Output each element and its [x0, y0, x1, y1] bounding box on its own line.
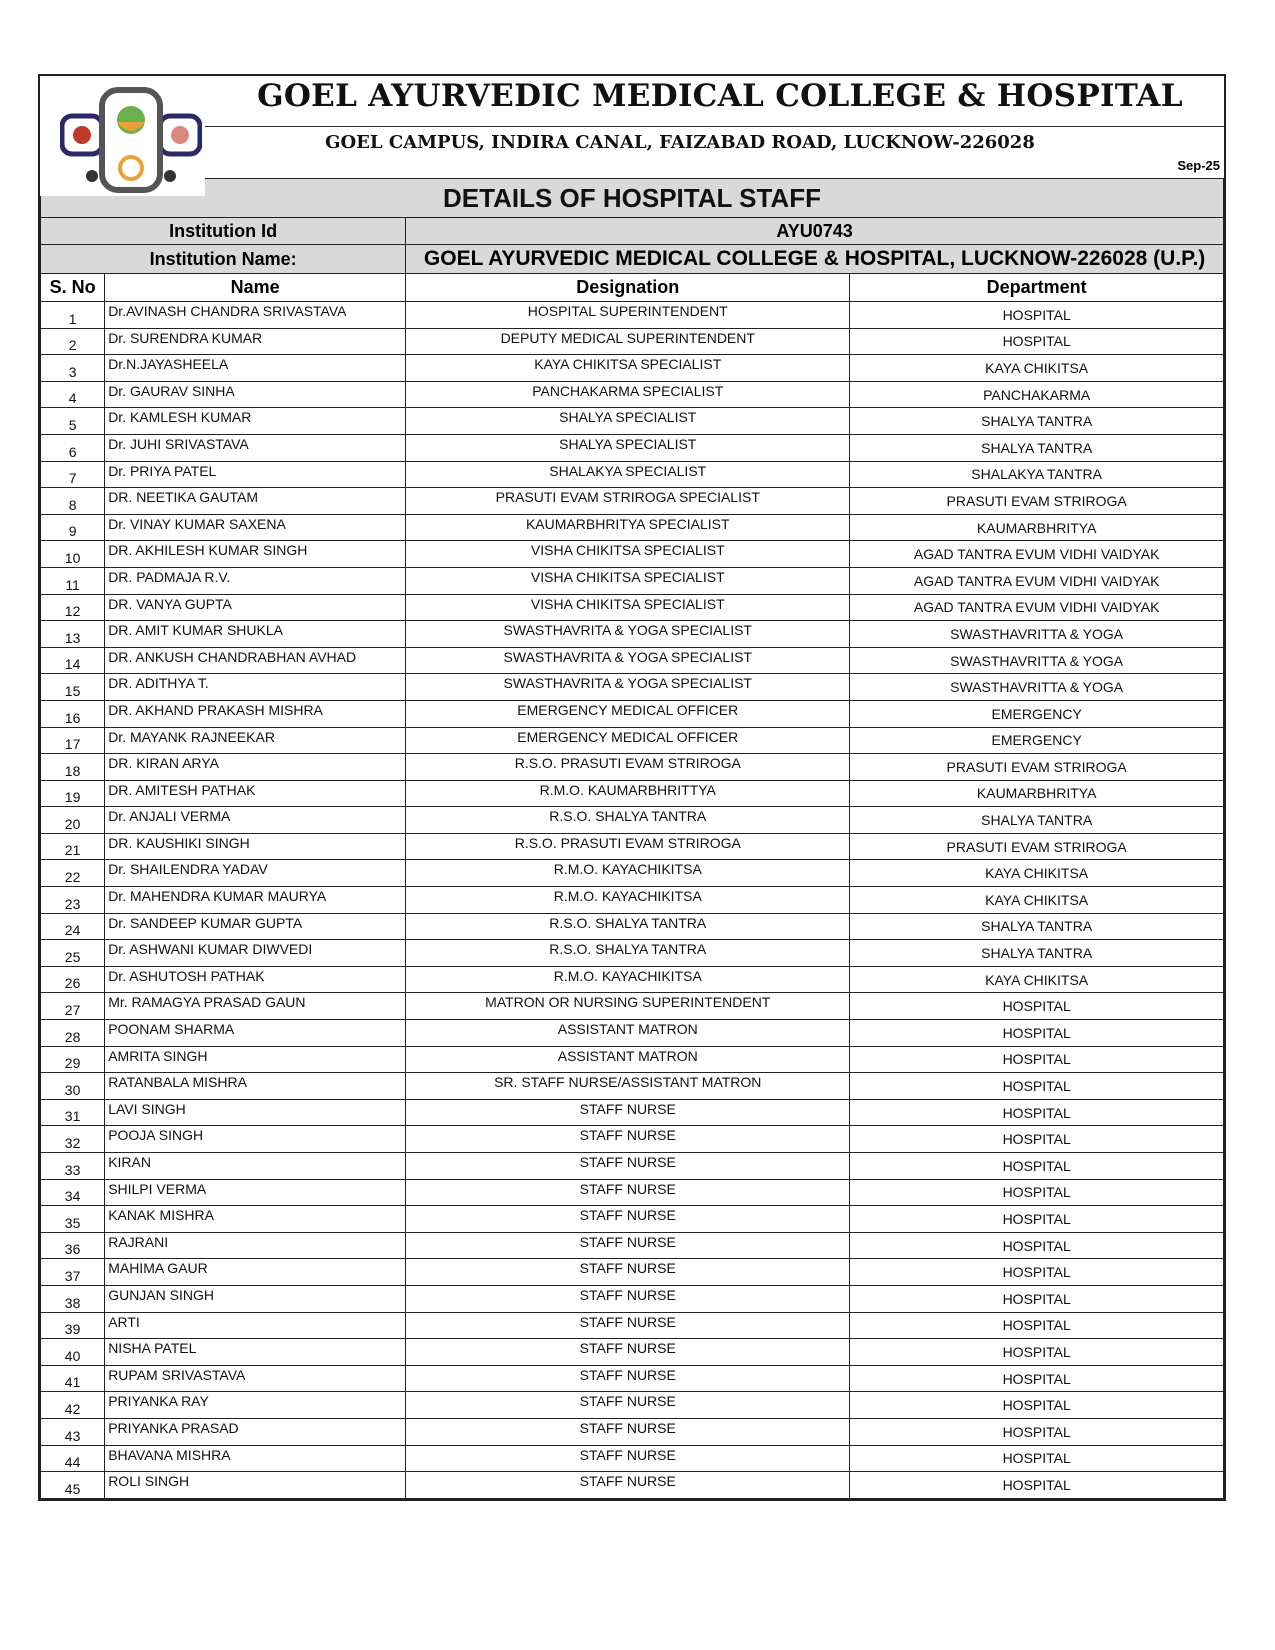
staff-name: Dr. ANJALI VERMA — [105, 807, 406, 834]
table-row — [41, 754, 1224, 781]
staff-table — [40, 178, 1224, 1499]
staff-department: HOSPITAL — [850, 1259, 1224, 1286]
staff-name: Mr. RAMAGYA PRASAD GAUN — [105, 993, 406, 1020]
staff-department: HOSPITAL — [850, 1020, 1224, 1047]
staff-name: Dr.N.JAYASHEELA — [105, 355, 406, 382]
staff-department: HOSPITAL — [850, 1365, 1224, 1392]
staff-department: SWASTHAVRITTA & YOGA — [850, 621, 1224, 648]
staff-designation: SR. STAFF NURSE/ASSISTANT MATRON — [406, 1073, 850, 1100]
staff-sno: 19 — [41, 780, 105, 807]
staff-sno: 36 — [41, 1232, 105, 1259]
staff-sno: 13 — [41, 621, 105, 648]
staff-name: RAJRANI — [105, 1232, 406, 1259]
staff-name: Dr. SHAILENDRA YADAV — [105, 860, 406, 887]
header-divider — [205, 126, 1224, 127]
table-row — [41, 887, 1224, 914]
staff-sno: 14 — [41, 647, 105, 674]
staff-department: HOSPITAL — [850, 302, 1224, 329]
table-row — [41, 1312, 1224, 1339]
table-row — [41, 1153, 1224, 1180]
staff-sno: 5 — [41, 408, 105, 435]
staff-designation: SHALYA SPECIALIST — [406, 434, 850, 461]
staff-sno: 24 — [41, 913, 105, 940]
table-row — [41, 488, 1224, 515]
staff-designation: STAFF NURSE — [406, 1445, 850, 1472]
staff-designation: HOSPITAL SUPERINTENDENT — [406, 302, 850, 329]
table-row — [41, 780, 1224, 807]
staff-name: PRIYANKA PRASAD — [105, 1418, 406, 1445]
staff-designation: STAFF NURSE — [406, 1312, 850, 1339]
staff-department: HOSPITAL — [850, 328, 1224, 355]
table-row — [41, 1339, 1224, 1366]
table-row — [41, 514, 1224, 541]
staff-designation: STAFF NURSE — [406, 1339, 850, 1366]
institution-name-label: Institution Name: — [41, 245, 406, 274]
staff-sno: 30 — [41, 1073, 105, 1100]
staff-designation: STAFF NURSE — [406, 1206, 850, 1233]
staff-department: HOSPITAL — [850, 1046, 1224, 1073]
staff-sno: 40 — [41, 1339, 105, 1366]
staff-name: Dr. MAHENDRA KUMAR MAURYA — [105, 887, 406, 914]
table-row — [41, 1073, 1224, 1100]
staff-name: DR. ADITHYA T. — [105, 674, 406, 701]
letterhead — [40, 76, 1224, 178]
institution-name-value: GOEL AYURVEDIC MEDICAL COLLEGE & HOSPITAL, LUCKNOW-226028 (U.P.) — [406, 245, 1224, 274]
staff-sheet — [38, 74, 1226, 1501]
staff-name: Dr. MAYANK RAJNEEKAR — [105, 727, 406, 754]
table-row — [41, 408, 1224, 435]
staff-name: DR. ANKUSH CHANDRABHAN AVHAD — [105, 647, 406, 674]
staff-department: HOSPITAL — [850, 1126, 1224, 1153]
table-row — [41, 434, 1224, 461]
table-row — [41, 727, 1224, 754]
staff-department: KAYA CHIKITSA — [850, 860, 1224, 887]
staff-department: SWASTHAVRITTA & YOGA — [850, 647, 1224, 674]
staff-designation: KAUMARBHRITYA SPECIALIST — [406, 514, 850, 541]
column-header-row — [41, 274, 1224, 302]
staff-name: PRIYANKA RAY — [105, 1392, 406, 1419]
staff-name: DR. KIRAN ARYA — [105, 754, 406, 781]
table-row — [41, 674, 1224, 701]
column-header-designation: Designation — [406, 274, 850, 302]
staff-designation: DEPUTY MEDICAL SUPERINTENDENT — [406, 328, 850, 355]
staff-name: Dr. PRIYA PATEL — [105, 461, 406, 488]
staff-name: Dr.AVINASH CHANDRA SRIVASTAVA — [105, 302, 406, 329]
table-row — [41, 381, 1224, 408]
table-row — [41, 833, 1224, 860]
staff-name: Dr. ASHUTOSH PATHAK — [105, 966, 406, 993]
staff-designation: R.S.O. PRASUTI EVAM STRIROGA — [406, 754, 850, 781]
staff-designation: EMERGENCY MEDICAL OFFICER — [406, 727, 850, 754]
staff-designation: R.M.O. KAUMARBHRITTYA — [406, 780, 850, 807]
staff-sno: 37 — [41, 1259, 105, 1286]
sheet-title: DETAILS OF HOSPITAL STAFF — [41, 179, 1224, 218]
table-row — [41, 1365, 1224, 1392]
staff-department: HOSPITAL — [850, 1206, 1224, 1233]
staff-sno: 22 — [41, 860, 105, 887]
staff-department: HOSPITAL — [850, 1392, 1224, 1419]
college-title: GOEL AYURVEDIC MEDICAL COLLEGE & HOSPITAL — [257, 78, 1183, 114]
table-row — [41, 1285, 1224, 1312]
table-row — [41, 966, 1224, 993]
institution-name-row — [41, 245, 1224, 274]
staff-sno: 16 — [41, 700, 105, 727]
staff-department: HOSPITAL — [850, 1073, 1224, 1100]
staff-name: POOJA SINGH — [105, 1126, 406, 1153]
staff-designation: R.M.O. KAYACHIKITSA — [406, 966, 850, 993]
staff-designation: KAYA CHIKITSA SPECIALIST — [406, 355, 850, 382]
staff-department: AGAD TANTRA EVUM VIDHI VAIDYAK — [850, 541, 1224, 568]
staff-sno: 11 — [41, 567, 105, 594]
staff-designation: MATRON OR NURSING SUPERINTENDENT — [406, 993, 850, 1020]
staff-department: HOSPITAL — [850, 1339, 1224, 1366]
table-row — [41, 807, 1224, 834]
staff-name: Dr. ASHWANI KUMAR DIWVEDI — [105, 940, 406, 967]
table-row — [41, 913, 1224, 940]
staff-designation: STAFF NURSE — [406, 1179, 850, 1206]
staff-designation: STAFF NURSE — [406, 1418, 850, 1445]
staff-designation: VISHA CHIKITSA SPECIALIST — [406, 594, 850, 621]
staff-name: BHAVANA MISHRA — [105, 1445, 406, 1472]
staff-designation: R.S.O. SHALYA TANTRA — [406, 913, 850, 940]
staff-department: KAUMARBHRITYA — [850, 514, 1224, 541]
staff-designation: SWASTHAVRITA & YOGA SPECIALIST — [406, 674, 850, 701]
table-row — [41, 302, 1224, 329]
staff-sno: 26 — [41, 966, 105, 993]
table-row — [41, 1099, 1224, 1126]
staff-sno: 7 — [41, 461, 105, 488]
table-row — [41, 621, 1224, 648]
table-row — [41, 1046, 1224, 1073]
staff-designation: STAFF NURSE — [406, 1472, 850, 1499]
staff-name: DR. AKHILESH KUMAR SINGH — [105, 541, 406, 568]
staff-designation: SHALAKYA SPECIALIST — [406, 461, 850, 488]
staff-sno: 25 — [41, 940, 105, 967]
table-row — [41, 541, 1224, 568]
staff-department: KAYA CHIKITSA — [850, 966, 1224, 993]
staff-sno: 41 — [41, 1365, 105, 1392]
staff-designation: STAFF NURSE — [406, 1126, 850, 1153]
staff-designation: R.M.O. KAYACHIKITSA — [406, 887, 850, 914]
table-row — [41, 355, 1224, 382]
staff-name: DR. AMIT KUMAR SHUKLA — [105, 621, 406, 648]
staff-department: HOSPITAL — [850, 1312, 1224, 1339]
staff-designation: R.S.O. SHALYA TANTRA — [406, 807, 850, 834]
staff-sno: 3 — [41, 355, 105, 382]
staff-name: SHILPI VERMA — [105, 1179, 406, 1206]
staff-sno: 21 — [41, 833, 105, 860]
staff-sno: 15 — [41, 674, 105, 701]
staff-name: POONAM SHARMA — [105, 1020, 406, 1047]
staff-designation: STAFF NURSE — [406, 1232, 850, 1259]
table-row — [41, 1232, 1224, 1259]
staff-sno: 44 — [41, 1445, 105, 1472]
table-row — [41, 461, 1224, 488]
staff-name: Dr. JUHI SRIVASTAVA — [105, 434, 406, 461]
staff-sno: 1 — [41, 302, 105, 329]
staff-department: AGAD TANTRA EVUM VIDHI VAIDYAK — [850, 594, 1224, 621]
staff-designation: STAFF NURSE — [406, 1259, 850, 1286]
table-row — [41, 860, 1224, 887]
staff-department: SHALYA TANTRA — [850, 434, 1224, 461]
column-header-sno: S. No — [41, 274, 105, 302]
table-row — [41, 1206, 1224, 1233]
staff-designation: ASSISTANT MATRON — [406, 1020, 850, 1047]
staff-name: Dr. SANDEEP KUMAR GUPTA — [105, 913, 406, 940]
staff-department: SHALYA TANTRA — [850, 408, 1224, 435]
table-row — [41, 993, 1224, 1020]
staff-designation: ASSISTANT MATRON — [406, 1046, 850, 1073]
table-row — [41, 1179, 1224, 1206]
table-row — [41, 1418, 1224, 1445]
staff-department: HOSPITAL — [850, 1418, 1224, 1445]
staff-sno: 8 — [41, 488, 105, 515]
staff-department: HOSPITAL — [850, 1153, 1224, 1180]
report-date: Sep-25 — [1177, 158, 1220, 173]
column-header-department: Department — [850, 274, 1224, 302]
table-row — [41, 940, 1224, 967]
staff-name: Dr. VINAY KUMAR SAXENA — [105, 514, 406, 541]
staff-department: SHALYA TANTRA — [850, 807, 1224, 834]
table-row — [41, 1259, 1224, 1286]
staff-sno: 2 — [41, 328, 105, 355]
staff-sno: 42 — [41, 1392, 105, 1419]
staff-department: SHALAKYA TANTRA — [850, 461, 1224, 488]
staff-department: SWASTHAVRITTA & YOGA — [850, 674, 1224, 701]
staff-name: RUPAM SRIVASTAVA — [105, 1365, 406, 1392]
staff-sno: 29 — [41, 1046, 105, 1073]
staff-designation: STAFF NURSE — [406, 1153, 850, 1180]
staff-name: RATANBALA MISHRA — [105, 1073, 406, 1100]
staff-sno: 39 — [41, 1312, 105, 1339]
staff-name: AMRITA SINGH — [105, 1046, 406, 1073]
staff-department: HOSPITAL — [850, 1285, 1224, 1312]
table-row — [41, 1445, 1224, 1472]
staff-name: LAVI SINGH — [105, 1099, 406, 1126]
staff-department: EMERGENCY — [850, 700, 1224, 727]
staff-sno: 32 — [41, 1126, 105, 1153]
institution-id-row — [41, 218, 1224, 245]
staff-designation: SHALYA SPECIALIST — [406, 408, 850, 435]
table-row — [41, 567, 1224, 594]
staff-department: KAYA CHIKITSA — [850, 887, 1224, 914]
staff-name: ROLI SINGH — [105, 1472, 406, 1499]
staff-sno: 35 — [41, 1206, 105, 1233]
staff-name: KIRAN — [105, 1153, 406, 1180]
staff-sno: 9 — [41, 514, 105, 541]
staff-department: HOSPITAL — [850, 1445, 1224, 1472]
table-row — [41, 1020, 1224, 1047]
staff-sno: 20 — [41, 807, 105, 834]
staff-name: GUNJAN SINGH — [105, 1285, 406, 1312]
staff-name: DR. AMITESH PATHAK — [105, 780, 406, 807]
staff-designation: STAFF NURSE — [406, 1365, 850, 1392]
staff-name: DR. NEETIKA GAUTAM — [105, 488, 406, 515]
staff-sno: 12 — [41, 594, 105, 621]
staff-department: HOSPITAL — [850, 1472, 1224, 1499]
staff-sno: 33 — [41, 1153, 105, 1180]
staff-designation: SWASTHAVRITA & YOGA SPECIALIST — [406, 621, 850, 648]
staff-sno: 38 — [41, 1285, 105, 1312]
staff-designation: SWASTHAVRITA & YOGA SPECIALIST — [406, 647, 850, 674]
table-row — [41, 1126, 1224, 1153]
staff-sno: 4 — [41, 381, 105, 408]
staff-name: DR. VANYA GUPTA — [105, 594, 406, 621]
staff-designation: VISHA CHIKITSA SPECIALIST — [406, 541, 850, 568]
staff-designation: STAFF NURSE — [406, 1285, 850, 1312]
staff-department: EMERGENCY — [850, 727, 1224, 754]
table-row — [41, 594, 1224, 621]
staff-department: SHALYA TANTRA — [850, 913, 1224, 940]
staff-department: PRASUTI EVAM STRIROGA — [850, 754, 1224, 781]
staff-sno: 27 — [41, 993, 105, 1020]
sheet-title-row — [41, 179, 1224, 218]
staff-sno: 23 — [41, 887, 105, 914]
staff-department: HOSPITAL — [850, 1232, 1224, 1259]
staff-designation: EMERGENCY MEDICAL OFFICER — [406, 700, 850, 727]
college-logo-icon — [60, 84, 202, 199]
staff-sno: 45 — [41, 1472, 105, 1499]
staff-sno: 17 — [41, 727, 105, 754]
staff-name: Dr. GAURAV SINHA — [105, 381, 406, 408]
staff-name: KANAK MISHRA — [105, 1206, 406, 1233]
staff-department: HOSPITAL — [850, 1179, 1224, 1206]
staff-designation: STAFF NURSE — [406, 1392, 850, 1419]
staff-name: MAHIMA GAUR — [105, 1259, 406, 1286]
staff-department: PRASUTI EVAM STRIROGA — [850, 488, 1224, 515]
staff-designation: R.S.O. SHALYA TANTRA — [406, 940, 850, 967]
staff-designation: VISHA CHIKITSA SPECIALIST — [406, 567, 850, 594]
college-address: GOEL CAMPUS, INDIRA CANAL, FAIZABAD ROAD, LUCKNOW-226028 — [325, 132, 1035, 153]
column-header-name: Name — [105, 274, 406, 302]
staff-department: SHALYA TANTRA — [850, 940, 1224, 967]
staff-sno: 6 — [41, 434, 105, 461]
staff-department: PANCHAKARMA — [850, 381, 1224, 408]
staff-designation: STAFF NURSE — [406, 1099, 850, 1126]
staff-sno: 34 — [41, 1179, 105, 1206]
staff-department: AGAD TANTRA EVUM VIDHI VAIDYAK — [850, 567, 1224, 594]
staff-sno: 31 — [41, 1099, 105, 1126]
staff-sno: 43 — [41, 1418, 105, 1445]
staff-designation: PANCHAKARMA SPECIALIST — [406, 381, 850, 408]
institution-id-value: AYU0743 — [406, 218, 1224, 245]
staff-sno: 28 — [41, 1020, 105, 1047]
staff-name: Dr. KAMLESH KUMAR — [105, 408, 406, 435]
staff-name: DR. KAUSHIKI SINGH — [105, 833, 406, 860]
staff-department: HOSPITAL — [850, 1099, 1224, 1126]
table-row — [41, 647, 1224, 674]
staff-name: DR. AKHAND PRAKASH MISHRA — [105, 700, 406, 727]
staff-department: HOSPITAL — [850, 993, 1224, 1020]
table-row — [41, 1392, 1224, 1419]
staff-name: Dr. SURENDRA KUMAR — [105, 328, 406, 355]
institution-id-label: Institution Id — [41, 218, 406, 245]
staff-name: ARTI — [105, 1312, 406, 1339]
table-row — [41, 700, 1224, 727]
staff-department: KAUMARBHRITYA — [850, 780, 1224, 807]
logo-area — [40, 76, 205, 196]
staff-department: KAYA CHIKITSA — [850, 355, 1224, 382]
staff-name: DR. PADMAJA R.V. — [105, 567, 406, 594]
staff-designation: R.S.O. PRASUTI EVAM STRIROGA — [406, 833, 850, 860]
table-row — [41, 328, 1224, 355]
staff-name: NISHA PATEL — [105, 1339, 406, 1366]
staff-sno: 18 — [41, 754, 105, 781]
staff-sno: 10 — [41, 541, 105, 568]
staff-designation: R.M.O. KAYACHIKITSA — [406, 860, 850, 887]
table-row — [41, 1472, 1224, 1499]
staff-department: PRASUTI EVAM STRIROGA — [850, 833, 1224, 860]
staff-designation: PRASUTI EVAM STRIROGA SPECIALIST — [406, 488, 850, 515]
